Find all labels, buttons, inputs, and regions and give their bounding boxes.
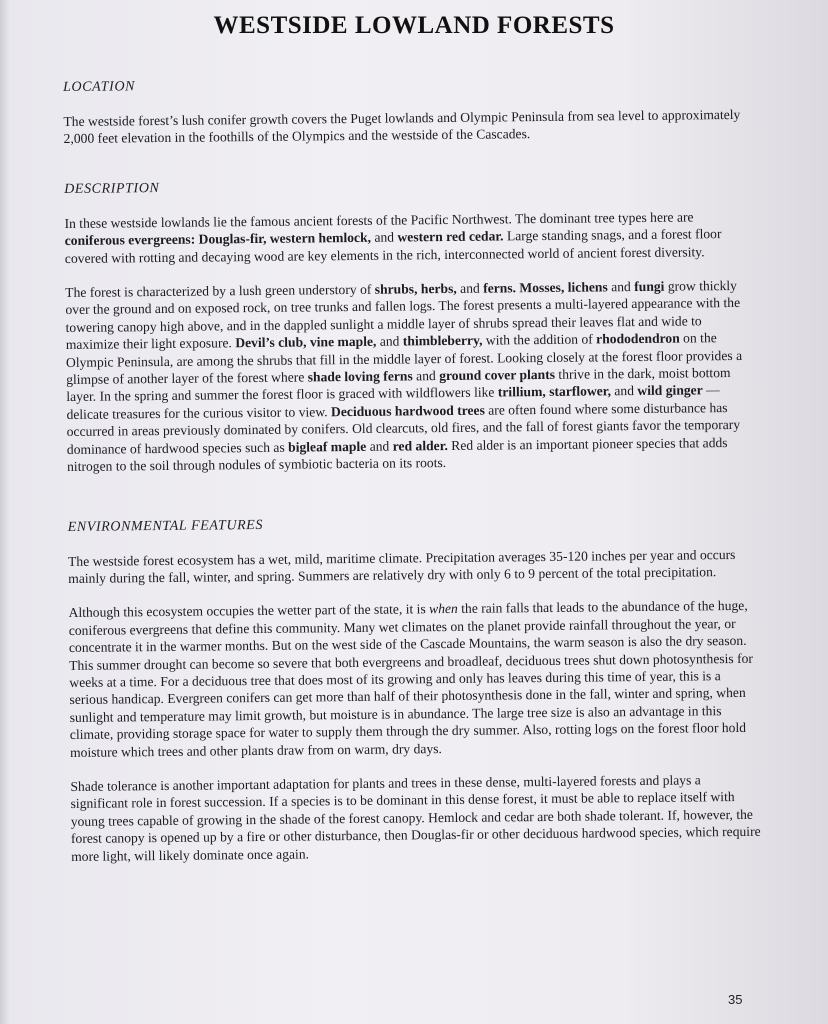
page-content	[63, 71, 761, 865]
location-paragraph: The westside forest’s lush conifer growth covers the Puget lowlands and Olympic Peninsula from sea level to approximately 2,000 feet elevation in the foothills of the Olympics and the westside of the Cascades.	[63, 106, 741, 147]
page-number: 35	[728, 992, 743, 1007]
environmental-paragraph-2: Although this ecosystem occupies the wetter part of the state, it is when the rain falls that leads to the abundance of the huge, coniferous evergreens that define this community. Many wet climates on the planet provide rainfall throughout the year, or concentrate it in the warmer months. But on the west side of the Cascade Mountains, the warm season is also the dry season. This summer drought can become so severe that both evergreens and broadleaf, deciduous trees shut down photosynthesis for weeks at a time. For a deciduous tree that does most of its growing and only has leaves during this time of year, this is a serious handicap. Evergreen conifers can get more than half of their photosynthesis done in the fall, winter and spring, when sunlight and temperature may limit growth, but moisture is in abundance. The large tree size is also an advantage in this climate, providing storage space for water to supply them through the dry summer. Also, rotting logs on the forest floor hold moisture which trees and other plants draw from on warm, dry days.	[68, 598, 753, 760]
bold-term: red alder.	[392, 437, 448, 454]
description-paragraph-2: The forest is characterized by a lush green understory of shrubs, herbs, and ferns. Mosses, lichens and fungi grow thickly over the ground and on exposed rock, on tree trunks and fallen logs. The forest presents a multi-layered appearance with the towering canopy high above, and in the dappled sunlight a middle layer of shrubs spread their leaves flat and wide to maximize their light exposure. Devil’s club, vine maple, and thimbleberry, with the addition of rhododendron on the Olympic Peninsula, are among the shrubs that fill in the middle layer of forest. Looking closely at the forest floor provides a glimpse of another layer of the forest where shade loving ferns and ground cover plants thrive in the dark, moist bottom layer. In the spring and summer the forest floor is graced with wildflowers like trillium, starflower, and wild ginger — delicate treasures for the curious visitor to view. Deciduous hardwood trees are often found where some disturbance has occurred in areas previously dominated by conifers. Old clearcuts, old fires, and the fall of forest giants favor the temporary dominance of hardwood species such as bigleaf maple and red alder. Red alder is an important pioneer species that adds nitrogen to the soil through nodules of symbiotic bacteria on its roots.	[65, 277, 743, 475]
bold-term: coniferous evergreens: Douglas-fir, western hemlock,	[64, 230, 372, 249]
bold-term: shade loving ferns	[307, 368, 413, 385]
bold-term: Devil’s club, vine maple,	[235, 333, 377, 351]
description-paragraph-1: In these westside lowlands lie the famous ancient forests of the Pacific Northwest. The dominant tree types here are coniferous evergreens: Douglas-fir, western hemlock, and western red cedar. Large standing snags, and a forest floor covered with rotting and decaying wood are key elements in the rich, interconnected world of ancient forest diversity.	[64, 209, 722, 266]
bold-term: bigleaf maple	[288, 438, 367, 455]
environmental-paragraph-3: Shade tolerance is another important adaptation for plants and trees in these dense, multi-layered forests and plays a significant role in forest succession. If a species is to be dominant in this dense forest, it must be able to replace itself with young trees capable of growing in the shade of the forest canopy. Hemlock and cedar are both shade tolerant. If, however, the forest canopy is opened up by a fire or other disturbance, then Douglas-fir or other deciduous hardwood species, which require more light, will likely dominate once again.	[70, 772, 761, 864]
page-title: WESTSIDE LOWLAND FORESTS	[213, 12, 615, 39]
location-heading: LOCATION	[63, 79, 136, 95]
bold-term: ferns. Mosses, lichens	[483, 279, 608, 296]
italic-term: when	[429, 601, 458, 617]
bold-term: fungi	[634, 278, 665, 295]
environmental-paragraph-1: The westside forest ecosystem has a wet, mild, maritime climate. Precipitation averages 35-120 inches per year and occurs mainly during the fall, winter, and spring. Summers are relatively dry with only 6 to 9 percent of the total precipitation.	[67, 546, 736, 586]
bold-term: western red cedar.	[397, 228, 504, 245]
bold-term: rhododendron	[596, 330, 680, 347]
description-heading: DESCRIPTION	[64, 180, 160, 197]
bold-term: Deciduous hardwood trees	[330, 402, 485, 420]
bold-term: trillium, starflower,	[497, 383, 612, 400]
bold-term: ground cover plants	[439, 366, 556, 384]
bold-term: thimbleberry,	[402, 332, 483, 349]
bold-term: shrubs, herbs,	[374, 280, 457, 297]
bold-term: wild ginger	[637, 382, 703, 399]
environmental-heading: ENVIRONMENTAL FEATURES	[67, 517, 264, 535]
